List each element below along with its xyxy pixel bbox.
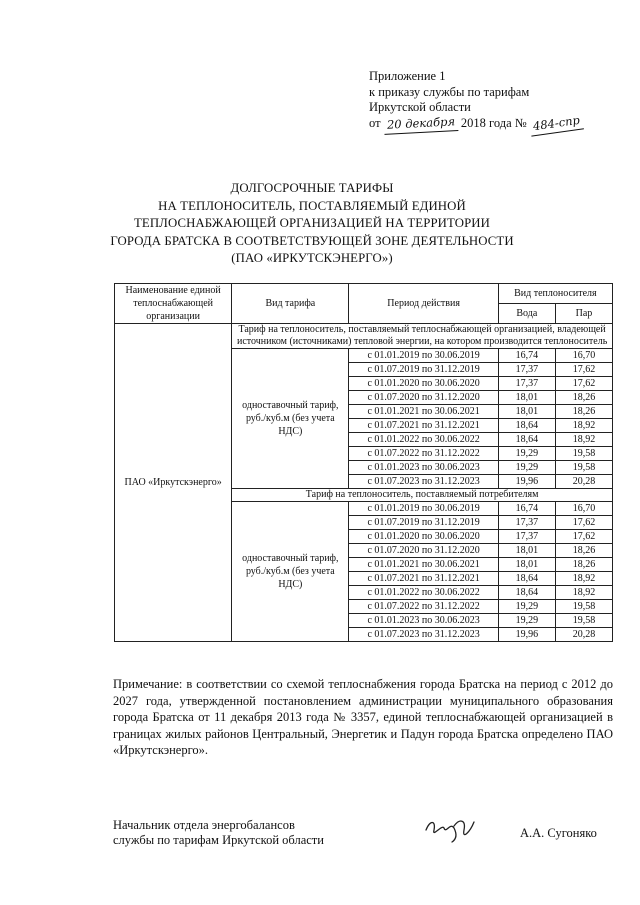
- period-cell: с 01.01.2022 по 30.06.2022: [349, 433, 498, 447]
- water-value: 19,29: [498, 447, 555, 461]
- period-cell: с 01.01.2023 по 30.06.2023: [349, 614, 498, 628]
- steam-value: 17,62: [555, 377, 612, 391]
- steam-value: 19,58: [555, 614, 612, 628]
- title-line-1: ДОЛГОСРОЧНЫЕ ТАРИФЫ: [230, 181, 394, 195]
- water-value: 18,01: [498, 558, 555, 572]
- appendix-line-2: к приказу службы по тарифам: [369, 84, 530, 99]
- section-1-kind: одноставочный тариф, руб./куб.м (без учета НДС): [232, 349, 349, 489]
- appendix-year: 2018 года №: [460, 115, 527, 130]
- steam-value: 16,70: [555, 349, 612, 363]
- appendix-block: [369, 69, 583, 132]
- appendix-line-3: Иркутской области: [369, 100, 471, 114]
- header-period: Период действия: [349, 284, 498, 324]
- period-cell: с 01.01.2023 по 30.06.2023: [349, 461, 498, 475]
- document-title: [110, 180, 514, 268]
- steam-value: 20,28: [555, 628, 612, 642]
- period-cell: с 01.01.2021 по 30.06.2021: [349, 558, 498, 572]
- steam-value: 20,28: [555, 475, 612, 489]
- water-value: 17,37: [498, 530, 555, 544]
- water-value: 18,64: [498, 419, 555, 433]
- steam-value: 19,58: [555, 447, 612, 461]
- section-2-kind: одноставочный тариф, руб./куб.м (без учета НДС): [232, 502, 349, 642]
- period-cell: с 01.07.2020 по 31.12.2020: [349, 544, 498, 558]
- note-paragraph: Примечание: в соответствии со схемой теплоснабжения города Братска на период с 2012 до 2027 года, утвержденной постановлением администрации муниципального образования города Братска от 11 декабря 2013 года № 3357, единой теплоснабжающей организацией в границах жилых районов Центральный, Энергетик и Падун города Братска определено ПАО «Иркутскэнерго».: [113, 677, 613, 757]
- water-value: 18,01: [498, 405, 555, 419]
- water-value: 19,29: [498, 614, 555, 628]
- signatory-position-line-1: Начальник отдела энергобалансов: [113, 818, 295, 832]
- period-cell: с 01.07.2020 по 31.12.2020: [349, 391, 498, 405]
- signatory-name: А.А. Сугоняко: [520, 826, 597, 840]
- title-line-3: ТЕПЛОСНАБЖАЮЩЕЙ ОРГАНИЗАЦИЕЙ НА ТЕРРИТОРИИ: [134, 216, 490, 230]
- period-cell: с 01.01.2021 по 30.06.2021: [349, 405, 498, 419]
- water-value: 16,74: [498, 502, 555, 516]
- period-cell: с 01.01.2019 по 30.06.2019: [349, 502, 498, 516]
- steam-value: 18,26: [555, 405, 612, 419]
- steam-value: 18,26: [555, 544, 612, 558]
- signatory-position-line-2: службы по тарифам Иркутской области: [113, 833, 324, 847]
- handwritten-number: 484-спр: [529, 112, 584, 136]
- period-cell: с 01.01.2020 по 30.06.2020: [349, 377, 498, 391]
- section-2-title: Тариф на теплоноситель, поставляемый потребителям: [232, 489, 613, 502]
- steam-value: 17,62: [555, 363, 612, 377]
- header-water: Вода: [498, 304, 555, 324]
- period-cell: с 01.07.2022 по 31.12.2022: [349, 447, 498, 461]
- header-org: Наименование единой теплоснабжающей организации: [115, 284, 232, 324]
- appendix-date-line: [369, 112, 583, 133]
- header-steam: Пар: [555, 304, 612, 324]
- period-cell: с 01.01.2022 по 30.06.2022: [349, 586, 498, 600]
- water-value: 18,64: [498, 586, 555, 600]
- period-cell: с 01.01.2020 по 30.06.2020: [349, 530, 498, 544]
- water-value: 17,37: [498, 516, 555, 530]
- water-value: 19,29: [498, 600, 555, 614]
- section-1-title: Тариф на теплоноситель, поставляемый теплоснабжающей организацией, владеющей источником (источниками) тепловой энергии, на котором производится теплоноситель: [232, 324, 613, 349]
- period-cell: с 01.07.2019 по 31.12.2019: [349, 363, 498, 377]
- steam-value: 18,26: [555, 391, 612, 405]
- water-value: 16,74: [498, 349, 555, 363]
- water-value: 19,29: [498, 461, 555, 475]
- tariff-table: [114, 283, 613, 642]
- header-kind: Вид тарифа: [232, 284, 349, 324]
- period-cell: с 01.07.2023 по 31.12.2023: [349, 628, 498, 642]
- handwritten-signature: [420, 808, 480, 848]
- appendix-line-1: Приложение 1: [369, 69, 446, 83]
- water-value: 18,01: [498, 391, 555, 405]
- title-line-2: НА ТЕПЛОНОСИТЕЛЬ, ПОСТАВЛЯЕМЫЙ ЕДИНОЙ: [158, 198, 466, 213]
- handwritten-date: 20 декабря: [383, 114, 458, 134]
- steam-value: 19,58: [555, 600, 612, 614]
- water-value: 17,37: [498, 377, 555, 391]
- title-line-5: (ПАО «ИРКУТСКЭНЕРГО»): [231, 251, 393, 265]
- steam-value: 18,92: [555, 586, 612, 600]
- period-cell: с 01.07.2021 по 31.12.2021: [349, 572, 498, 586]
- water-value: 19,96: [498, 475, 555, 489]
- period-cell: с 01.07.2023 по 31.12.2023: [349, 475, 498, 489]
- steam-value: 18,92: [555, 572, 612, 586]
- period-cell: с 01.07.2022 по 31.12.2022: [349, 600, 498, 614]
- steam-value: 18,92: [555, 433, 612, 447]
- period-cell: с 01.07.2019 по 31.12.2019: [349, 516, 498, 530]
- steam-value: 16,70: [555, 502, 612, 516]
- water-value: 18,64: [498, 572, 555, 586]
- header-carrier: Вид теплоносителя: [498, 284, 612, 304]
- water-value: 18,64: [498, 433, 555, 447]
- steam-value: 19,58: [555, 461, 612, 475]
- water-value: 17,37: [498, 363, 555, 377]
- steam-value: 18,92: [555, 419, 612, 433]
- steam-value: 17,62: [555, 516, 612, 530]
- org-name-cell: [115, 324, 232, 642]
- period-cell: с 01.07.2021 по 31.12.2021: [349, 419, 498, 433]
- water-value: 18,01: [498, 544, 555, 558]
- steam-value: 17,62: [555, 530, 612, 544]
- signatory-position: [113, 818, 324, 848]
- period-cell: с 01.01.2019 по 30.06.2019: [349, 349, 498, 363]
- org-name: ПАО «Иркутскэнерго»: [124, 477, 222, 488]
- title-line-4: ГОРОДА БРАТСКА В СООТВЕТСТВУЮЩЕЙ ЗОНЕ ДЕЯТЕЛЬНОСТИ: [110, 233, 514, 248]
- water-value: 19,96: [498, 628, 555, 642]
- appendix-from: от: [369, 115, 381, 130]
- steam-value: 18,26: [555, 558, 612, 572]
